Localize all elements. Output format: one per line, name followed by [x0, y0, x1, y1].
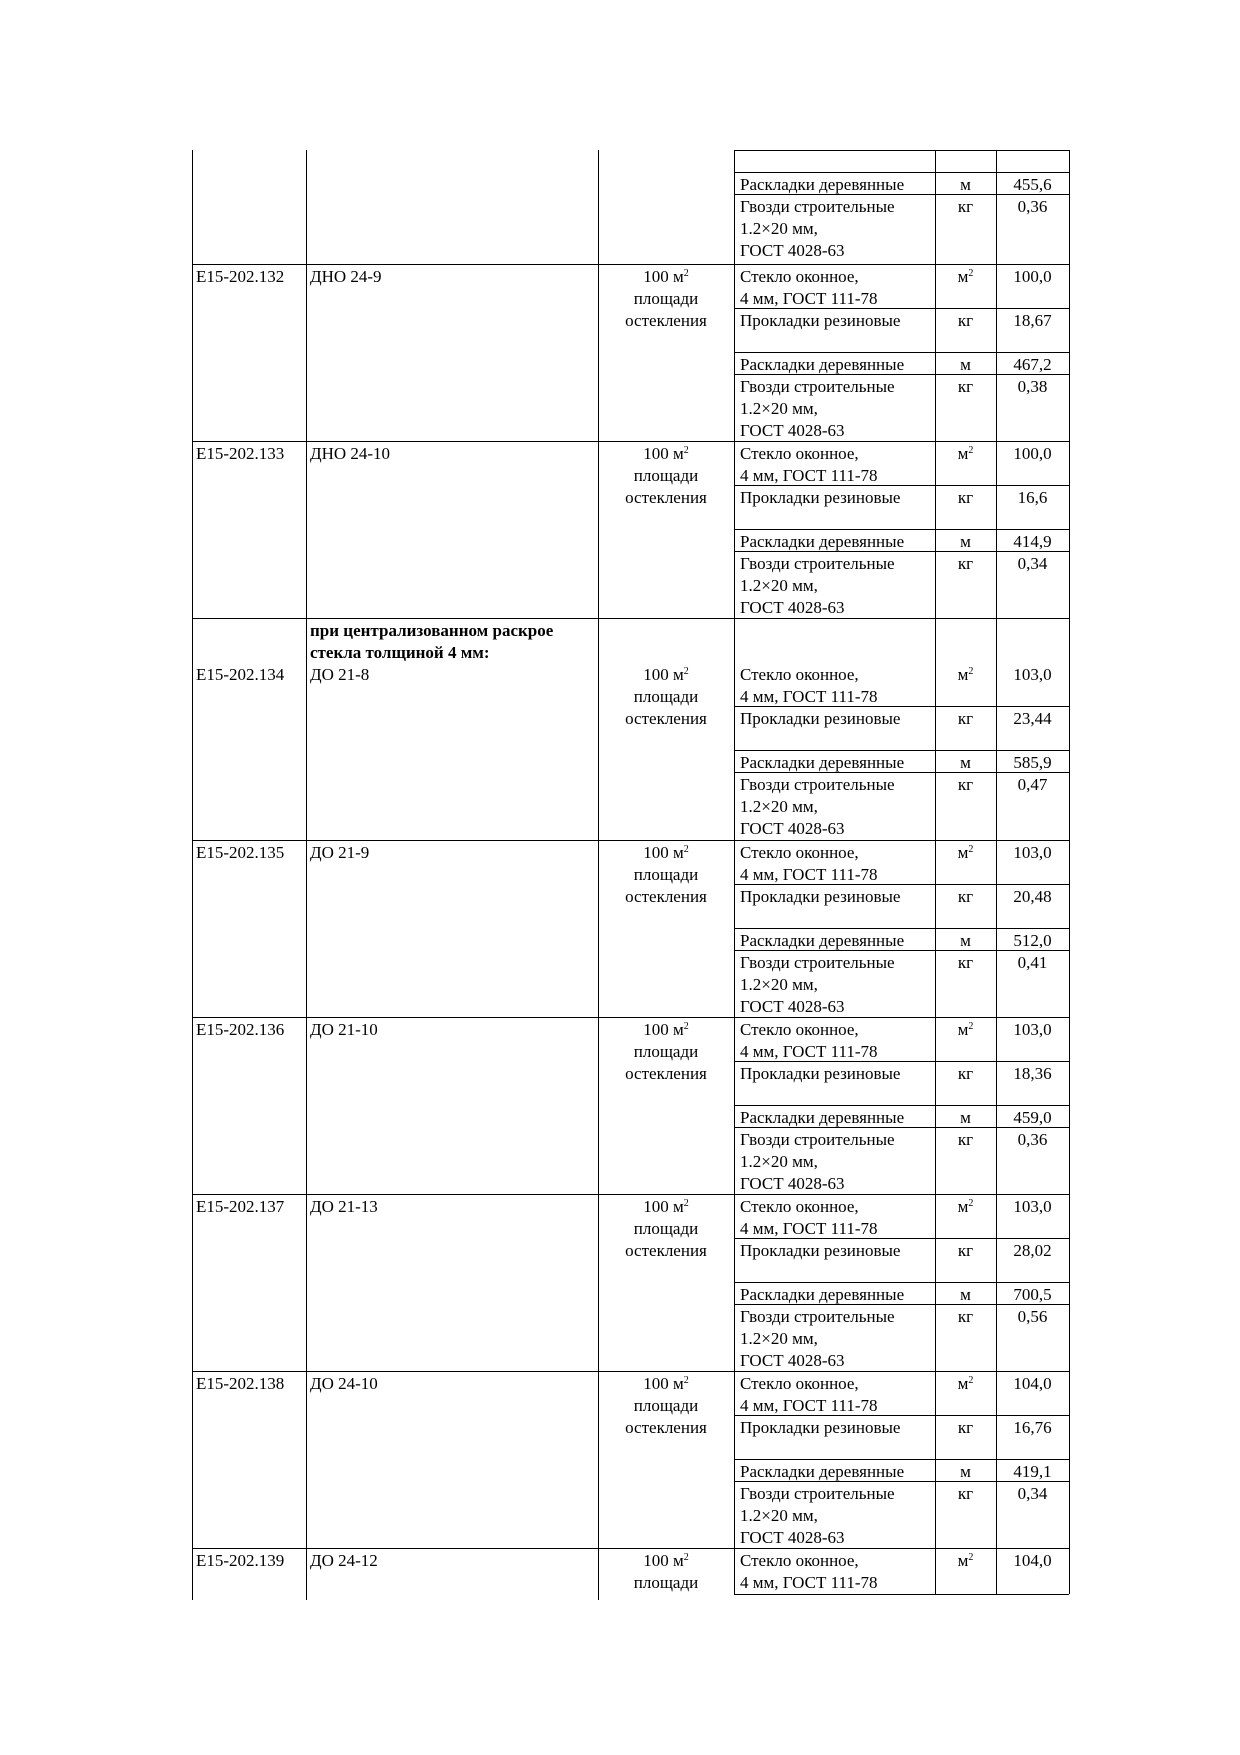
material-name: 4 мм, ГОСТ 111-78	[740, 687, 878, 706]
material-name: ГОСТ 4028-63	[740, 241, 845, 260]
area-unit: остекления	[625, 488, 707, 507]
table-rule	[734, 194, 1069, 195]
material-name: Стекло оконное,	[740, 1020, 859, 1039]
row-name: ДНО 24-10	[310, 444, 391, 463]
material-unit: $м^2$	[957, 843, 974, 862]
table-rule	[734, 950, 1069, 951]
area-unit: площади	[633, 1573, 699, 1592]
row-name: ДО 21-10	[310, 1020, 378, 1039]
material-name: 4 мм, ГОСТ 111-78	[740, 1396, 878, 1415]
material-qty: 103,0	[1013, 1020, 1052, 1039]
table-rule	[734, 1304, 1069, 1305]
material-name: Стекло оконное,	[740, 1197, 859, 1216]
row-code: Е15-202.133	[196, 444, 285, 463]
table-rule	[734, 1105, 1069, 1106]
material-name: Раскладки деревянные	[740, 931, 905, 950]
material-name: ГОСТ 4028-63	[740, 819, 845, 838]
material-qty: 0,34	[1017, 1484, 1048, 1503]
material-name: Раскладки деревянные	[740, 1285, 905, 1304]
table-rule	[192, 1548, 1069, 1549]
superscript: 2	[968, 1021, 974, 1032]
material-unit: $м^2$	[957, 1374, 974, 1393]
material-name: Стекло оконное,	[740, 444, 859, 463]
material-name: Раскладки деревянные	[740, 532, 905, 551]
superscript: 2	[968, 666, 974, 677]
material-qty: 16,6	[1017, 488, 1048, 507]
area-unit: площади	[633, 687, 699, 706]
material-qty: 459,0	[1013, 1108, 1052, 1127]
material-name: Раскладки деревянные	[740, 1462, 905, 1481]
superscript: 2	[968, 445, 974, 456]
section-heading: стекла толщиной 4 мм:	[310, 643, 490, 662]
material-unit: кг	[957, 1241, 974, 1260]
table-rule	[734, 1481, 1069, 1482]
material-qty: 100,0	[1013, 267, 1052, 286]
material-unit: $м^2$	[957, 1197, 974, 1216]
area-unit: площади	[633, 865, 699, 884]
material-name: Прокладки резиновые	[740, 488, 901, 507]
superscript: 2	[683, 1198, 689, 1209]
material-unit: кг	[957, 554, 974, 573]
superscript: 2	[683, 268, 689, 279]
table-rule	[734, 374, 1069, 375]
material-name: Раскладки деревянные	[740, 753, 905, 772]
table-rule	[734, 1061, 1069, 1062]
material-name: Прокладки резиновые	[740, 311, 901, 330]
superscript: 2	[968, 1552, 974, 1563]
superscript: 2	[683, 666, 689, 677]
row-code: Е15-202.137	[196, 1197, 285, 1216]
material-name: 1.2×20 мм,	[740, 1152, 818, 1171]
superscript: 2	[968, 844, 974, 855]
material-unit: $м^2$	[957, 1020, 974, 1039]
table-rule	[734, 1282, 1069, 1283]
row-code: Е15-202.135	[196, 843, 285, 862]
material-name: Прокладки резиновые	[740, 1064, 901, 1083]
table-rule	[734, 884, 1069, 885]
area-unit: остекления	[625, 311, 707, 330]
row-name: ДО 21-9	[310, 843, 370, 862]
table-rule	[734, 308, 1069, 309]
area-unit: 100 $м^2$	[643, 1197, 689, 1216]
table-rule	[734, 529, 1069, 530]
material-unit: кг	[957, 953, 974, 972]
material-name: Прокладки резиновые	[740, 1418, 901, 1437]
superscript: 2	[968, 1375, 974, 1386]
area-unit: площади	[633, 289, 699, 308]
material-unit: м	[960, 931, 971, 950]
material-unit: м	[960, 1108, 971, 1127]
row-name: ДО 21-8	[310, 665, 370, 684]
area-unit: 100 $м^2$	[643, 1374, 689, 1393]
row-code: Е15-202.132	[196, 267, 285, 286]
area-unit: остекления	[625, 1418, 707, 1437]
material-unit: кг	[957, 775, 974, 794]
table-rule	[734, 772, 1069, 773]
material-name: Стекло оконное,	[740, 1374, 859, 1393]
superscript: 2	[683, 1021, 689, 1032]
table-rule	[734, 706, 1069, 707]
material-name: Прокладки резиновые	[740, 709, 901, 728]
area-unit: 100 $м^2$	[643, 444, 689, 463]
material-unit: кг	[957, 1130, 974, 1149]
material-unit: кг	[957, 1064, 974, 1083]
material-unit: м	[960, 532, 971, 551]
material-name: 4 мм, ГОСТ 111-78	[740, 289, 878, 308]
row-name: ДО 24-12	[310, 1551, 378, 1570]
table-rule	[734, 1415, 1069, 1416]
material-qty: 0,47	[1017, 775, 1048, 794]
material-name: ГОСТ 4028-63	[740, 598, 845, 617]
material-name: Прокладки резиновые	[740, 887, 901, 906]
material-qty: 585,9	[1013, 753, 1052, 772]
material-name: ГОСТ 4028-63	[740, 1351, 845, 1370]
material-qty: 103,0	[1013, 843, 1052, 862]
material-qty: 20,48	[1013, 887, 1052, 906]
material-qty: 23,44	[1013, 709, 1052, 728]
material-qty: 0,34	[1017, 554, 1048, 573]
table-rule	[734, 1594, 1069, 1595]
material-qty: 467,2	[1013, 355, 1052, 374]
table-rule	[1069, 150, 1070, 1594]
material-unit: $м^2$	[957, 267, 974, 286]
material-name: Раскладки деревянные	[740, 355, 905, 374]
table-rule	[734, 928, 1069, 929]
material-name: Гвозди строительные	[740, 197, 895, 216]
area-unit: 100 $м^2$	[643, 665, 689, 684]
material-name: 1.2×20 мм,	[740, 797, 818, 816]
material-unit: кг	[957, 1418, 974, 1437]
area-unit: 100 $м^2$	[643, 267, 689, 286]
superscript: 2	[683, 844, 689, 855]
area-unit: 100 $м^2$	[643, 843, 689, 862]
table-rule	[734, 150, 1069, 151]
table-rule	[734, 352, 1069, 353]
material-qty: 512,0	[1013, 931, 1052, 950]
material-name: Стекло оконное,	[740, 665, 859, 684]
material-name: Стекло оконное,	[740, 1551, 859, 1570]
material-name: Гвозди строительные	[740, 554, 895, 573]
material-qty: 103,0	[1013, 1197, 1052, 1216]
material-qty: 419,1	[1013, 1462, 1052, 1481]
material-name: Гвозди строительные	[740, 1130, 895, 1149]
superscript: 2	[683, 1375, 689, 1386]
material-unit: м	[960, 175, 971, 194]
superscript: 2	[968, 1198, 974, 1209]
table-rule	[935, 150, 936, 1594]
table-rule	[734, 551, 1069, 552]
material-unit: кг	[957, 1484, 974, 1503]
material-qty: 414,9	[1013, 532, 1052, 551]
material-unit: кг	[957, 709, 974, 728]
material-unit: м	[960, 355, 971, 374]
area-unit: площади	[633, 1219, 699, 1238]
material-unit: $м^2$	[957, 1551, 974, 1570]
area-unit: площади	[633, 1396, 699, 1415]
material-unit: кг	[957, 488, 974, 507]
material-name: 1.2×20 мм,	[740, 219, 818, 238]
area-unit: остекления	[625, 709, 707, 728]
table-rule	[734, 485, 1069, 486]
material-qty: 0,41	[1017, 953, 1048, 972]
area-unit: 100 $м^2$	[643, 1551, 689, 1570]
material-name: Раскладки деревянные	[740, 1108, 905, 1127]
table-rule	[734, 172, 1069, 173]
material-qty: 0,56	[1017, 1307, 1048, 1326]
material-name: 1.2×20 мм,	[740, 975, 818, 994]
table-rule	[192, 264, 1069, 265]
material-qty: 100,0	[1013, 444, 1052, 463]
table-rule	[734, 150, 735, 1594]
material-unit: кг	[957, 197, 974, 216]
area-unit: площади	[633, 466, 699, 485]
area-unit: площади	[633, 1042, 699, 1061]
material-unit: кг	[957, 377, 974, 396]
material-qty: 455,6	[1013, 175, 1052, 194]
material-name: ГОСТ 4028-63	[740, 997, 845, 1016]
material-name: Стекло оконное,	[740, 843, 859, 862]
material-name: 4 мм, ГОСТ 111-78	[740, 1573, 878, 1592]
material-unit: м	[960, 1285, 971, 1304]
material-qty: 0,36	[1017, 1130, 1048, 1149]
material-unit: $м^2$	[957, 665, 974, 684]
table-rule	[192, 840, 1069, 841]
material-qty: 0,38	[1017, 377, 1048, 396]
material-name: 4 мм, ГОСТ 111-78	[740, 865, 878, 884]
table-rule	[598, 150, 599, 1600]
material-qty: 18,67	[1013, 311, 1052, 330]
material-name: Гвозди строительные	[740, 1484, 895, 1503]
material-name: 4 мм, ГОСТ 111-78	[740, 466, 878, 485]
material-unit: $м^2$	[957, 444, 974, 463]
row-code: Е15-202.136	[196, 1020, 285, 1039]
material-name: Гвозди строительные	[740, 1307, 895, 1326]
material-unit: кг	[957, 1307, 974, 1326]
material-qty: 18,36	[1013, 1064, 1052, 1083]
material-unit: кг	[957, 311, 974, 330]
material-name: 4 мм, ГОСТ 111-78	[740, 1042, 878, 1061]
material-name: Прокладки резиновые	[740, 1241, 901, 1260]
material-name: ГОСТ 4028-63	[740, 1528, 845, 1547]
area-unit: остекления	[625, 1064, 707, 1083]
superscript: 2	[683, 1552, 689, 1563]
row-code: Е15-202.134	[196, 665, 285, 684]
row-name: ДО 21-13	[310, 1197, 378, 1216]
material-qty: 104,0	[1013, 1551, 1052, 1570]
material-name: Стекло оконное,	[740, 267, 859, 286]
superscript: 2	[683, 445, 689, 456]
table-rule	[996, 150, 997, 1594]
area-unit: остекления	[625, 1241, 707, 1260]
row-code: Е15-202.138	[196, 1374, 285, 1393]
superscript: 2	[968, 268, 974, 279]
material-name: Раскладки деревянные	[740, 175, 905, 194]
material-name: 1.2×20 мм,	[740, 1506, 818, 1525]
table-rule	[734, 1238, 1069, 1239]
material-unit: кг	[957, 887, 974, 906]
material-qty: 103,0	[1013, 665, 1052, 684]
table-rule	[734, 1459, 1069, 1460]
material-qty: 700,5	[1013, 1285, 1052, 1304]
material-name: Гвозди строительные	[740, 953, 895, 972]
area-unit: 100 $м^2$	[643, 1020, 689, 1039]
material-name: 1.2×20 мм,	[740, 576, 818, 595]
material-qty: 16,76	[1013, 1418, 1052, 1437]
table-rule	[734, 1127, 1069, 1128]
table-rule	[192, 1194, 1069, 1195]
material-name: Гвозди строительные	[740, 377, 895, 396]
material-name: ГОСТ 4028-63	[740, 421, 845, 440]
material-name: 4 мм, ГОСТ 111-78	[740, 1219, 878, 1238]
row-name: ДО 24-10	[310, 1374, 378, 1393]
table-rule	[192, 618, 1069, 619]
material-name: Гвозди строительные	[740, 775, 895, 794]
material-name: 1.2×20 мм,	[740, 399, 818, 418]
table-rule	[306, 150, 307, 1600]
material-name: 1.2×20 мм,	[740, 1329, 818, 1348]
table-rule	[734, 750, 1069, 751]
material-unit: м	[960, 753, 971, 772]
material-qty: 28,02	[1013, 1241, 1052, 1260]
section-heading: при централизованном раскрое	[310, 621, 554, 640]
table-rule	[192, 1017, 1069, 1018]
material-name: ГОСТ 4028-63	[740, 1174, 845, 1193]
table-rule	[192, 1371, 1069, 1372]
row-code: Е15-202.139	[196, 1551, 285, 1570]
area-unit: остекления	[625, 887, 707, 906]
material-qty: 0,36	[1017, 197, 1048, 216]
table-rule	[192, 441, 1069, 442]
row-name: ДНО 24-9	[310, 267, 382, 286]
material-qty: 104,0	[1013, 1374, 1052, 1393]
table-rule	[192, 150, 193, 1600]
material-unit: м	[960, 1462, 971, 1481]
